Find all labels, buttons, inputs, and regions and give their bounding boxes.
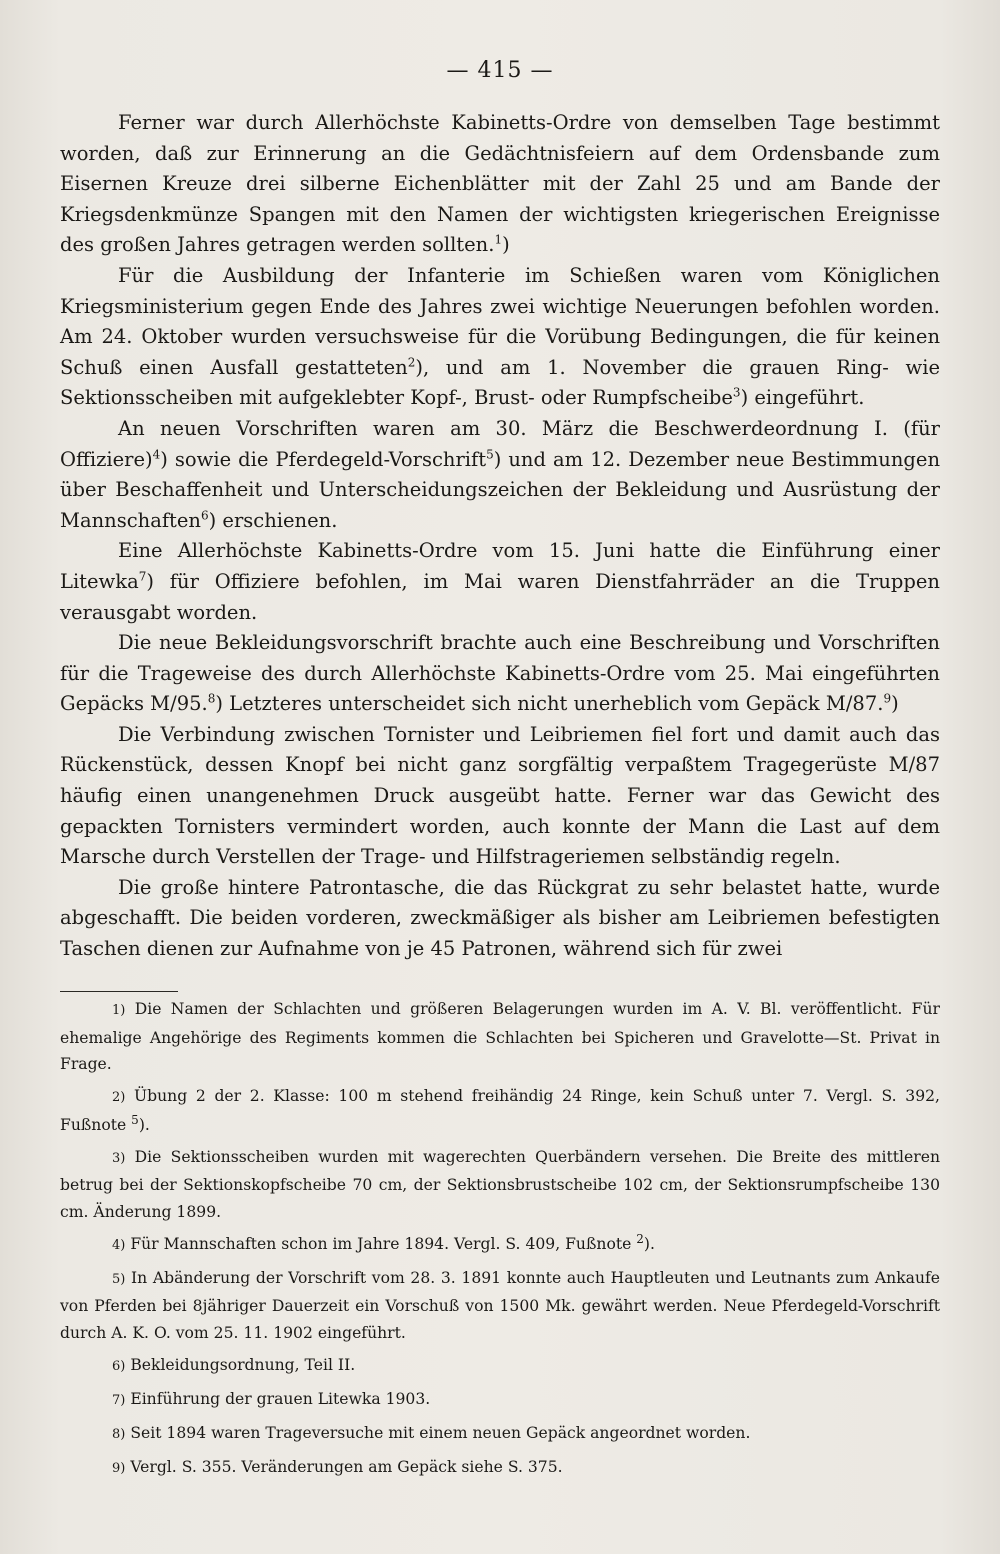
footnote-number: 6) (112, 1358, 126, 1374)
text-run: ) und am 12. Dezember neue Bestimmungen über Beschaffenheit und Unterscheidungszeichen der Bekleidung und Ausrüstung der Mannschaften (60, 447, 941, 532)
text-run: Die große hintere Patrontasche, die das Rückgrat zu sehr belastet hatte, wurde abgeschafft. Die beiden vorderen, zweckmäßiger als bisher am Leibriemen befestigten Taschen dienen zur Aufnahme von je 45 Patronen, während sich für zwei (60, 875, 940, 961)
text-run: Vergl. S. 355. Veränderungen am Gepäck siehe S. 375. (130, 1457, 563, 1476)
text-run: ) Letzteres unterscheidet sich nicht unerheblich vom Gepäck M/87. (215, 692, 884, 716)
text-run: ) für Offiziere befohlen, im Mai waren Dienstfahrräder an die Truppen verausgabt worden. (60, 569, 940, 624)
footnote-number: 1) (112, 1003, 126, 1018)
footnote-divider (60, 991, 178, 992)
footnote-ref: 9 (883, 691, 892, 706)
main-text (60, 108, 940, 965)
text-run: Die Namen der Schlachten und größeren Belagerungen wurden im A. V. Bl. veröffentlicht. Für ehemalige Angehörige des Regiments kommen die Schlachten bei Spicheren und Gravelotte—St. Privat in Frage. (60, 1000, 940, 1073)
text-run: Eine Allerhöchste Kabinetts-Ordre vom 15. Juni hatte die Einführung einer Litewka (60, 539, 940, 593)
footnote-ref: 4 (152, 447, 161, 462)
footnote-number: 7) (112, 1392, 126, 1408)
paragraph (60, 720, 940, 873)
paragraph (60, 628, 940, 720)
text-run: ), und am 1. November die grauen Ring- wie Sektionsscheiben mit aufgeklebter Kopf-, Brust- oder Rumpfscheibe (60, 355, 940, 410)
text-run: ) eingeführt. (740, 386, 865, 410)
text-run: Bekleidungsordnung, Teil II. (130, 1355, 356, 1374)
footnote-ref: 1 (494, 232, 503, 247)
footnotes (60, 996, 940, 1488)
paragraph (60, 414, 940, 536)
paragraph (60, 536, 940, 628)
text-run: Für die Ausbildung der Infanterie im Schießen waren vom Königlichen Kriegsministerium gegen Ende des Jahres zwei wichtige Neuerungen befohlen worden. Am 24. Oktober wurden versuchsweise für die Vorübung Bedingungen, die für keinen Schuß einen Ausfall gestatteten (60, 263, 940, 379)
footnote-ref: 6 (200, 508, 209, 523)
page-number: — 415 — (446, 58, 554, 83)
text-run: An neuen Vorschriften waren am 30. März die Beschwerdeordnung I. (für Offiziere) (60, 416, 940, 471)
text-run: Übung 2 der 2. Klasse: 100 m stehend freihändig 24 Ringe, kein Schuß unter 7. Vergl. S. 392, Fußnote (60, 1087, 940, 1134)
text-run: Einführung der grauen Litewka 1903. (130, 1389, 431, 1408)
footnote-ref: 3 (732, 385, 741, 400)
footnote (60, 1454, 940, 1483)
paragraph (60, 873, 940, 965)
text-run: Die neue Bekleidungsvorschrift brachte auch eine Beschreibung und Vorschriften für die Trageweise des durch Allerhöchste Kabinetts-Ordre vom 25. Mai eingeführten Gepäcks M/95. (60, 631, 940, 716)
footnote (60, 996, 940, 1078)
footnote-ref: 2 (636, 1231, 644, 1246)
footnote (60, 1386, 940, 1415)
footnote (60, 1352, 940, 1381)
footnote-ref: 5 (486, 447, 494, 462)
footnote (60, 1231, 940, 1260)
footnote (60, 1144, 940, 1226)
text-run: ). (643, 1234, 655, 1253)
footnote (60, 1265, 940, 1347)
text-run: ) erschienen. (208, 508, 338, 532)
text-run: Für Mannschaften schon im Jahre 1894. Vergl. S. 409, Fußnote (130, 1234, 637, 1253)
footnote-number: 2) (112, 1090, 126, 1105)
footnote-ref: 8 (207, 691, 216, 706)
footnote-number: 5) (112, 1271, 126, 1287)
text-run: ) sowie die Pferdegeld-Vorschrift (160, 447, 487, 471)
footnote-ref: 7 (138, 569, 147, 584)
footnote-number: 3) (112, 1150, 126, 1166)
footnote-number: 4) (112, 1237, 126, 1253)
text-run: Die Verbindung zwischen Tornister und Leibriemen fiel fort und damit auch das Rückenstück, dessen Knopf bei nicht ganz sorgfältig verpaßtem Tragegerüste M/87 häufig einen unangenehmen Druck ausgeübt hatte. Ferner war das Gewicht des gepackten Tornisters vermindert worden, auch konnte der Mann die Last auf dem Marsche durch Verstellen der Trage- und Hilfstrageriemen selbständig regeln. (60, 722, 940, 869)
text-run: ). (138, 1115, 150, 1134)
text-run: In Abänderung der Vorschrift vom 28. 3. 1891 konnte auch Hauptleuten und Leutnants zum Ankaufe von Pferden bei 8jähriger Dauerzeit ein Vorschuß von 1500 Mk. gewährt werden. Neue Pferdegeld-Vorschrift durch A. K. O. vom 25. 11. 1902 eingeführt. (60, 1268, 940, 1342)
text-run: ) (502, 233, 510, 257)
footnote-ref: 2 (407, 355, 416, 370)
footnote (60, 1083, 940, 1138)
paragraph (60, 108, 940, 261)
text-run: Ferner war durch Allerhöchste Kabinetts-Ordre von demselben Tage bestimmt worden, daß zur Erinnerung an die Gedächtnisfeiern auf dem Ordensbande zum Eisernen Kreuze drei silberne Eichenblätter mit der Zahl 25 und am Bande der Kriegsdenkmünze Spangen mit den Namen der wichtigsten kriegerischen Ereignisse des großen Jahres getragen werden sollten. (60, 111, 940, 257)
footnote-ref: 5 (131, 1112, 139, 1127)
text-run: ) (891, 692, 899, 716)
footnote (60, 1420, 940, 1449)
footnote-number: 8) (112, 1426, 126, 1442)
paragraph (60, 261, 940, 414)
text-run: Die Sektionsscheiben wurden mit wagerechten Querbändern versehen. Die Breite des mittleren betrug bei der Sektionskopfscheibe 70 cm, der Sektionsbrustscheibe 102 cm, der Sektionsrumpfscheibe 130 cm. Änderung 1899. (60, 1147, 940, 1221)
footnote-number: 9) (112, 1460, 126, 1476)
text-run: Seit 1894 waren Trageversuche mit einem neuen Gepäck angeordnet worden. (130, 1423, 751, 1442)
